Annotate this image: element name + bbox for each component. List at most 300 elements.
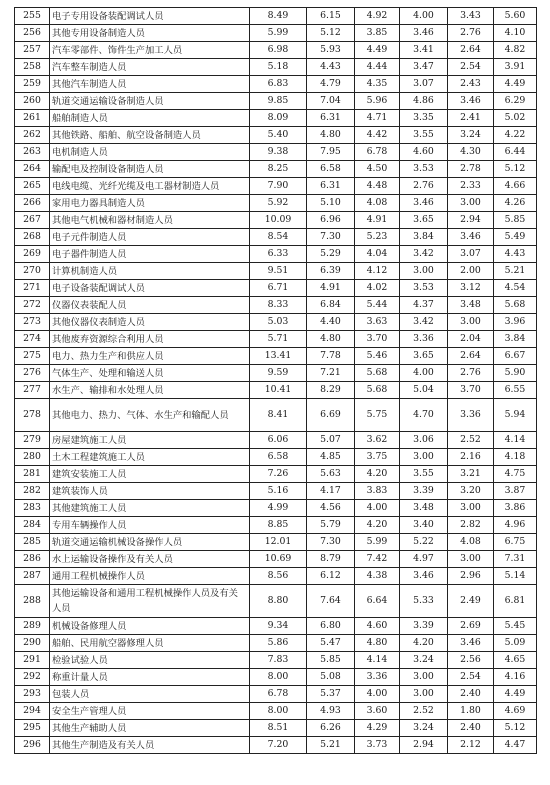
value-cell: 5.12 bbox=[494, 161, 537, 178]
value-cell: 4.79 bbox=[307, 76, 355, 93]
value-cell: 3.00 bbox=[448, 500, 494, 517]
occupation-name: 其他汽车制造人员 bbox=[50, 76, 250, 93]
value-cell: 4.56 bbox=[307, 500, 355, 517]
value-cell: 5.46 bbox=[355, 348, 400, 365]
occupation-name: 其他电力、热力、气体、水生产和输配人员 bbox=[50, 399, 250, 432]
row-number: 263 bbox=[15, 144, 50, 161]
occupation-name: 称重计量人员 bbox=[50, 669, 250, 686]
value-cell: 4.02 bbox=[355, 280, 400, 297]
value-cell: 2.76 bbox=[448, 25, 494, 42]
occupation-name: 家用电力器具制造人员 bbox=[50, 195, 250, 212]
value-cell: 5.68 bbox=[355, 365, 400, 382]
value-cell: 7.30 bbox=[307, 229, 355, 246]
value-cell: 3.46 bbox=[448, 635, 494, 652]
value-cell: 6.69 bbox=[307, 399, 355, 432]
table-row bbox=[15, 280, 537, 297]
value-cell: 2.43 bbox=[448, 76, 494, 93]
row-number: 260 bbox=[15, 93, 50, 110]
value-cell: 3.12 bbox=[448, 280, 494, 297]
value-cell: 4.00 bbox=[400, 8, 448, 25]
occupation-name: 其他专用设备制造人员 bbox=[50, 25, 250, 42]
value-cell: 3.21 bbox=[448, 466, 494, 483]
value-cell: 3.53 bbox=[400, 161, 448, 178]
value-cell: 7.78 bbox=[307, 348, 355, 365]
value-cell: 2.49 bbox=[448, 585, 494, 618]
value-cell: 5.22 bbox=[400, 534, 448, 551]
value-cell: 4.43 bbox=[307, 59, 355, 76]
value-cell: 4.22 bbox=[494, 127, 537, 144]
value-cell: 2.76 bbox=[448, 365, 494, 382]
table-row bbox=[15, 110, 537, 127]
value-cell: 3.47 bbox=[400, 59, 448, 76]
table-row bbox=[15, 635, 537, 652]
value-cell: 3.65 bbox=[400, 212, 448, 229]
value-cell: 6.31 bbox=[307, 110, 355, 127]
table-row bbox=[15, 246, 537, 263]
row-number: 273 bbox=[15, 314, 50, 331]
value-cell: 12.01 bbox=[250, 534, 307, 551]
value-cell: 2.04 bbox=[448, 331, 494, 348]
occupation-name: 检验试验人员 bbox=[50, 652, 250, 669]
row-number: 277 bbox=[15, 382, 50, 399]
value-cell: 3.75 bbox=[355, 449, 400, 466]
value-cell: 6.67 bbox=[494, 348, 537, 365]
value-cell: 3.46 bbox=[400, 568, 448, 585]
table-row bbox=[15, 297, 537, 314]
value-cell: 4.00 bbox=[355, 500, 400, 517]
value-cell: 3.84 bbox=[400, 229, 448, 246]
value-cell: 7.04 bbox=[307, 93, 355, 110]
value-cell: 6.29 bbox=[494, 93, 537, 110]
value-cell: 6.80 bbox=[307, 618, 355, 635]
value-cell: 6.12 bbox=[307, 568, 355, 585]
value-cell: 3.07 bbox=[400, 76, 448, 93]
value-cell: 4.12 bbox=[355, 263, 400, 280]
value-cell: 7.42 bbox=[355, 551, 400, 568]
value-cell: 5.63 bbox=[307, 466, 355, 483]
table-row bbox=[15, 212, 537, 229]
value-cell: 5.02 bbox=[494, 110, 537, 127]
value-cell: 5.49 bbox=[494, 229, 537, 246]
value-cell: 3.84 bbox=[494, 331, 537, 348]
occupation-name: 其他电气机械和器材制造人员 bbox=[50, 212, 250, 229]
value-cell: 4.17 bbox=[307, 483, 355, 500]
value-cell: 4.44 bbox=[355, 59, 400, 76]
value-cell: 3.39 bbox=[400, 483, 448, 500]
value-cell: 3.36 bbox=[400, 331, 448, 348]
value-cell: 5.92 bbox=[250, 195, 307, 212]
value-cell: 4.82 bbox=[494, 42, 537, 59]
value-cell: 4.69 bbox=[494, 703, 537, 720]
occupation-name: 气体生产、处理和输送人员 bbox=[50, 365, 250, 382]
value-cell: 6.98 bbox=[250, 42, 307, 59]
value-cell: 4.86 bbox=[400, 93, 448, 110]
value-cell: 4.10 bbox=[494, 25, 537, 42]
value-cell: 5.94 bbox=[494, 399, 537, 432]
value-cell: 13.41 bbox=[250, 348, 307, 365]
value-cell: 4.60 bbox=[400, 144, 448, 161]
row-number: 293 bbox=[15, 686, 50, 703]
table-row bbox=[15, 127, 537, 144]
occupation-name: 其他铁路、船舶、航空设备制造人员 bbox=[50, 127, 250, 144]
value-cell: 7.95 bbox=[307, 144, 355, 161]
row-number: 275 bbox=[15, 348, 50, 365]
occupation-name: 电子设备装配调试人员 bbox=[50, 280, 250, 297]
value-cell: 8.51 bbox=[250, 720, 307, 737]
value-cell: 4.96 bbox=[494, 517, 537, 534]
row-number: 279 bbox=[15, 432, 50, 449]
value-cell: 2.94 bbox=[400, 737, 448, 754]
value-cell: 5.12 bbox=[494, 720, 537, 737]
value-cell: 2.54 bbox=[448, 669, 494, 686]
value-cell: 4.47 bbox=[494, 737, 537, 754]
value-cell: 4.97 bbox=[400, 551, 448, 568]
value-cell: 3.91 bbox=[494, 59, 537, 76]
row-number: 278 bbox=[15, 399, 50, 432]
table-row bbox=[15, 720, 537, 737]
value-cell: 6.33 bbox=[250, 246, 307, 263]
value-cell: 5.14 bbox=[494, 568, 537, 585]
occupation-name: 电线电缆、光纤光缆及电工器材制造人员 bbox=[50, 178, 250, 195]
value-cell: 5.23 bbox=[355, 229, 400, 246]
table-row bbox=[15, 500, 537, 517]
value-cell: 5.68 bbox=[355, 382, 400, 399]
occupation-name: 电力、热力生产和供应人员 bbox=[50, 348, 250, 365]
value-cell: 3.55 bbox=[400, 466, 448, 483]
value-cell: 9.38 bbox=[250, 144, 307, 161]
value-cell: 10.09 bbox=[250, 212, 307, 229]
value-cell: 7.21 bbox=[307, 365, 355, 382]
value-cell: 3.43 bbox=[448, 8, 494, 25]
value-cell: 6.71 bbox=[250, 280, 307, 297]
value-cell: 3.00 bbox=[400, 686, 448, 703]
value-cell: 4.35 bbox=[355, 76, 400, 93]
value-cell: 2.54 bbox=[448, 59, 494, 76]
value-cell: 7.90 bbox=[250, 178, 307, 195]
row-number: 272 bbox=[15, 297, 50, 314]
value-cell: 3.24 bbox=[400, 720, 448, 737]
row-number: 289 bbox=[15, 618, 50, 635]
value-cell: 4.00 bbox=[400, 365, 448, 382]
value-cell: 5.29 bbox=[307, 246, 355, 263]
value-cell: 4.80 bbox=[355, 635, 400, 652]
row-number: 274 bbox=[15, 331, 50, 348]
occupation-name: 其他仪器仪表制造人员 bbox=[50, 314, 250, 331]
value-cell: 7.30 bbox=[307, 534, 355, 551]
value-cell: 9.34 bbox=[250, 618, 307, 635]
value-cell: 5.79 bbox=[307, 517, 355, 534]
value-cell: 4.70 bbox=[400, 399, 448, 432]
row-number: 270 bbox=[15, 263, 50, 280]
value-cell: 4.14 bbox=[355, 652, 400, 669]
value-cell: 2.12 bbox=[448, 737, 494, 754]
value-cell: 5.44 bbox=[355, 297, 400, 314]
value-cell: 5.85 bbox=[494, 212, 537, 229]
value-cell: 3.46 bbox=[448, 229, 494, 246]
value-cell: 2.52 bbox=[448, 432, 494, 449]
value-cell: 4.91 bbox=[307, 280, 355, 297]
value-cell: 5.96 bbox=[355, 93, 400, 110]
value-cell: 4.49 bbox=[355, 42, 400, 59]
value-cell: 5.04 bbox=[400, 382, 448, 399]
value-cell: 6.84 bbox=[307, 297, 355, 314]
value-cell: 6.55 bbox=[494, 382, 537, 399]
table-row bbox=[15, 161, 537, 178]
value-cell: 2.33 bbox=[448, 178, 494, 195]
value-cell: 2.56 bbox=[448, 652, 494, 669]
value-cell: 3.46 bbox=[400, 25, 448, 42]
value-cell: 5.40 bbox=[250, 127, 307, 144]
table-row bbox=[15, 703, 537, 720]
table-row bbox=[15, 568, 537, 585]
value-cell: 5.68 bbox=[494, 297, 537, 314]
value-cell: 5.21 bbox=[307, 737, 355, 754]
table-row bbox=[15, 737, 537, 754]
row-number: 280 bbox=[15, 449, 50, 466]
value-cell: 3.62 bbox=[355, 432, 400, 449]
occupation-name: 船舶制造人员 bbox=[50, 110, 250, 127]
occupation-name: 电子器件制造人员 bbox=[50, 246, 250, 263]
value-cell: 3.36 bbox=[355, 669, 400, 686]
value-cell: 8.29 bbox=[307, 382, 355, 399]
occupation-name: 电机制造人员 bbox=[50, 144, 250, 161]
value-cell: 3.00 bbox=[400, 669, 448, 686]
value-cell: 8.85 bbox=[250, 517, 307, 534]
value-cell: 4.80 bbox=[307, 127, 355, 144]
occupation-name: 其他建筑施工人员 bbox=[50, 500, 250, 517]
row-number: 261 bbox=[15, 110, 50, 127]
occupation-name: 船舶、民用航空器修理人员 bbox=[50, 635, 250, 652]
row-number: 281 bbox=[15, 466, 50, 483]
table-row bbox=[15, 229, 537, 246]
value-cell: 8.56 bbox=[250, 568, 307, 585]
value-cell: 6.78 bbox=[250, 686, 307, 703]
value-cell: 6.58 bbox=[307, 161, 355, 178]
value-cell: 3.24 bbox=[448, 127, 494, 144]
table-row bbox=[15, 25, 537, 42]
value-cell: 7.26 bbox=[250, 466, 307, 483]
value-cell: 5.10 bbox=[307, 195, 355, 212]
value-cell: 6.31 bbox=[307, 178, 355, 195]
row-number: 262 bbox=[15, 127, 50, 144]
value-cell: 5.99 bbox=[355, 534, 400, 551]
occupation-name: 电子元件制造人员 bbox=[50, 229, 250, 246]
value-cell: 4.93 bbox=[307, 703, 355, 720]
value-cell: 3.35 bbox=[400, 110, 448, 127]
row-number: 269 bbox=[15, 246, 50, 263]
value-cell: 8.00 bbox=[250, 669, 307, 686]
value-cell: 8.25 bbox=[250, 161, 307, 178]
value-cell: 3.87 bbox=[494, 483, 537, 500]
value-cell: 3.07 bbox=[448, 246, 494, 263]
value-cell: 4.60 bbox=[355, 618, 400, 635]
value-cell: 5.45 bbox=[494, 618, 537, 635]
value-cell: 7.64 bbox=[307, 585, 355, 618]
value-cell: 2.96 bbox=[448, 568, 494, 585]
row-number: 296 bbox=[15, 737, 50, 754]
occupation-name: 专用车辆操作人员 bbox=[50, 517, 250, 534]
value-cell: 7.83 bbox=[250, 652, 307, 669]
occupation-name: 电子专用设备装配调试人员 bbox=[50, 8, 250, 25]
value-cell: 3.48 bbox=[448, 297, 494, 314]
value-cell: 2.64 bbox=[448, 42, 494, 59]
value-cell: 8.41 bbox=[250, 399, 307, 432]
value-cell: 8.09 bbox=[250, 110, 307, 127]
row-number: 294 bbox=[15, 703, 50, 720]
value-cell: 6.96 bbox=[307, 212, 355, 229]
table-row bbox=[15, 263, 537, 280]
table-row bbox=[15, 449, 537, 466]
table-row bbox=[15, 466, 537, 483]
value-cell: 2.78 bbox=[448, 161, 494, 178]
value-cell: 5.85 bbox=[307, 652, 355, 669]
table-row bbox=[15, 551, 537, 568]
value-cell: 5.60 bbox=[494, 8, 537, 25]
value-cell: 4.14 bbox=[494, 432, 537, 449]
value-cell: 8.49 bbox=[250, 8, 307, 25]
value-cell: 6.15 bbox=[307, 8, 355, 25]
value-cell: 3.55 bbox=[400, 127, 448, 144]
value-cell: 3.65 bbox=[400, 348, 448, 365]
value-cell: 2.52 bbox=[400, 703, 448, 720]
table-row bbox=[15, 59, 537, 76]
value-cell: 4.29 bbox=[355, 720, 400, 737]
salary-table-body bbox=[15, 8, 537, 754]
row-number: 276 bbox=[15, 365, 50, 382]
value-cell: 4.20 bbox=[400, 635, 448, 652]
value-cell: 10.69 bbox=[250, 551, 307, 568]
value-cell: 9.59 bbox=[250, 365, 307, 382]
value-cell: 7.31 bbox=[494, 551, 537, 568]
value-cell: 2.82 bbox=[448, 517, 494, 534]
row-number: 266 bbox=[15, 195, 50, 212]
value-cell: 4.54 bbox=[494, 280, 537, 297]
value-cell: 3.40 bbox=[400, 517, 448, 534]
value-cell: 5.71 bbox=[250, 331, 307, 348]
row-number: 271 bbox=[15, 280, 50, 297]
table-row bbox=[15, 331, 537, 348]
row-number: 284 bbox=[15, 517, 50, 534]
table-row bbox=[15, 483, 537, 500]
table-row bbox=[15, 365, 537, 382]
value-cell: 4.71 bbox=[355, 110, 400, 127]
value-cell: 3.36 bbox=[448, 399, 494, 432]
value-cell: 6.78 bbox=[355, 144, 400, 161]
value-cell: 4.08 bbox=[448, 534, 494, 551]
value-cell: 3.48 bbox=[400, 500, 448, 517]
value-cell: 6.58 bbox=[250, 449, 307, 466]
table-row bbox=[15, 686, 537, 703]
occupation-name: 汽车整车制造人员 bbox=[50, 59, 250, 76]
table-row bbox=[15, 618, 537, 635]
value-cell: 5.18 bbox=[250, 59, 307, 76]
value-cell: 2.16 bbox=[448, 449, 494, 466]
value-cell: 6.64 bbox=[355, 585, 400, 618]
table-row bbox=[15, 178, 537, 195]
value-cell: 3.41 bbox=[400, 42, 448, 59]
table-row bbox=[15, 432, 537, 449]
value-cell: 3.46 bbox=[400, 195, 448, 212]
row-number: 291 bbox=[15, 652, 50, 669]
salary-table-page bbox=[14, 7, 536, 754]
value-cell: 1.80 bbox=[448, 703, 494, 720]
row-number: 286 bbox=[15, 551, 50, 568]
value-cell: 3.73 bbox=[355, 737, 400, 754]
occupation-name: 房屋建筑施工人员 bbox=[50, 432, 250, 449]
value-cell: 5.86 bbox=[250, 635, 307, 652]
value-cell: 3.53 bbox=[400, 280, 448, 297]
value-cell: 4.85 bbox=[307, 449, 355, 466]
table-row bbox=[15, 8, 537, 25]
occupation-name: 机械设备修理人员 bbox=[50, 618, 250, 635]
table-row bbox=[15, 382, 537, 399]
value-cell: 3.70 bbox=[448, 382, 494, 399]
row-number: 256 bbox=[15, 25, 50, 42]
occupation-name: 安全生产管理人员 bbox=[50, 703, 250, 720]
value-cell: 5.33 bbox=[400, 585, 448, 618]
value-cell: 6.81 bbox=[494, 585, 537, 618]
value-cell: 2.69 bbox=[448, 618, 494, 635]
row-number: 268 bbox=[15, 229, 50, 246]
value-cell: 6.39 bbox=[307, 263, 355, 280]
value-cell: 3.24 bbox=[400, 652, 448, 669]
value-cell: 4.42 bbox=[355, 127, 400, 144]
value-cell: 4.04 bbox=[355, 246, 400, 263]
row-number: 264 bbox=[15, 161, 50, 178]
occupation-name: 其他生产制造及有关人员 bbox=[50, 737, 250, 754]
value-cell: 4.30 bbox=[448, 144, 494, 161]
value-cell: 4.37 bbox=[400, 297, 448, 314]
value-cell: 5.09 bbox=[494, 635, 537, 652]
table-row bbox=[15, 195, 537, 212]
value-cell: 4.49 bbox=[494, 76, 537, 93]
value-cell: 3.60 bbox=[355, 703, 400, 720]
value-cell: 2.76 bbox=[400, 178, 448, 195]
value-cell: 4.49 bbox=[494, 686, 537, 703]
occupation-name: 其他废弃资源综合利用人员 bbox=[50, 331, 250, 348]
table-row bbox=[15, 348, 537, 365]
value-cell: 6.44 bbox=[494, 144, 537, 161]
value-cell: 4.26 bbox=[494, 195, 537, 212]
row-number: 285 bbox=[15, 534, 50, 551]
value-cell: 5.08 bbox=[307, 669, 355, 686]
value-cell: 2.40 bbox=[448, 720, 494, 737]
row-number: 259 bbox=[15, 76, 50, 93]
value-cell: 3.00 bbox=[448, 195, 494, 212]
value-cell: 6.75 bbox=[494, 534, 537, 551]
row-number: 292 bbox=[15, 669, 50, 686]
value-cell: 2.00 bbox=[448, 263, 494, 280]
value-cell: 8.80 bbox=[250, 585, 307, 618]
value-cell: 3.00 bbox=[448, 314, 494, 331]
table-row bbox=[15, 93, 537, 110]
value-cell: 6.06 bbox=[250, 432, 307, 449]
value-cell: 5.90 bbox=[494, 365, 537, 382]
value-cell: 3.42 bbox=[400, 246, 448, 263]
value-cell: 3.20 bbox=[448, 483, 494, 500]
occupation-name: 输配电及控制设备制造人员 bbox=[50, 161, 250, 178]
value-cell: 3.83 bbox=[355, 483, 400, 500]
row-number: 282 bbox=[15, 483, 50, 500]
value-cell: 4.40 bbox=[307, 314, 355, 331]
value-cell: 3.00 bbox=[448, 551, 494, 568]
value-cell: 4.50 bbox=[355, 161, 400, 178]
value-cell: 4.18 bbox=[494, 449, 537, 466]
value-cell: 5.21 bbox=[494, 263, 537, 280]
value-cell: 8.00 bbox=[250, 703, 307, 720]
value-cell: 9.51 bbox=[250, 263, 307, 280]
row-number: 290 bbox=[15, 635, 50, 652]
